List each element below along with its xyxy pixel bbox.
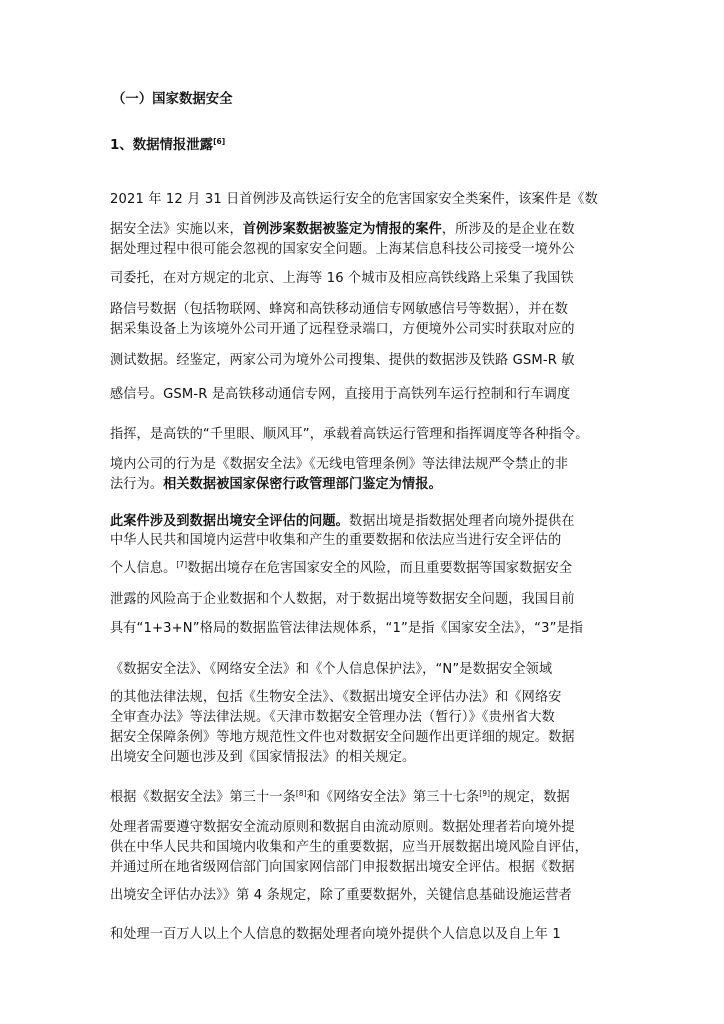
text-run: 法行为。	[110, 477, 164, 492]
text-line: 供在中华人民共和国境内收集和产生的重要数据，应当开展数据出境风险自评估，	[110, 840, 588, 855]
section-heading: （一）国家数据安全	[112, 92, 233, 107]
bold-text: 此案件涉及到数据出境安全评估的问题。	[110, 514, 349, 529]
text-line: 指挥，是高铁的“千里眼、顺风耳”，承载着高铁运行管理和指挥调度等各种指令。	[110, 427, 589, 442]
text-line: 的其他法律法规，包括《生物安全法》、《数据出境安全评估办法》和《网络安	[110, 690, 562, 705]
text-line: 感信号。GSM-R 是高铁移动通信专网，直接用于高铁列车运行控制和行车调度	[110, 387, 571, 402]
text-line	[110, 788, 610, 808]
bold-text: 首例涉案数据被鉴定为情报的案件	[242, 222, 442, 237]
text-line: 出境安全评估办法》》第 4 条规定，除了重要数据外，关键信息基础设施运营者	[110, 888, 572, 903]
text-line: 据安全保障条例》等地方规范性文件也对数据安全问题作出更详细的规定。数据	[110, 730, 575, 745]
text-line: 《数据安全法》、《网络安全法》和《个人信息保护法》，“N”是数据安全领域	[110, 662, 553, 677]
text-line: 具有“1+3+N”格局的数据监管法律法规体系，“1”是指《国家安全法》，“3”是指	[110, 621, 584, 636]
text-line: 测试数据。经鉴定，两家公司为境外公司搜集、提供的数据涉及铁路 GSM-R 敏	[110, 353, 575, 368]
text-run: 个人信息。	[110, 561, 177, 576]
text-line: 泄露的风险高于企业数据和个人数据，对于数据出境等数据安全问题，我国目前	[110, 592, 575, 607]
footnote-ref: [9]	[479, 789, 491, 798]
footnote-ref: [8]	[295, 789, 307, 798]
text-line	[110, 220, 610, 240]
text-run: 根据《数据安全法》第三十一条	[110, 790, 296, 805]
text-line: 境内公司的行为是《数据安全法》《无线电管理条例》等法律法规严令禁止的非	[110, 457, 569, 472]
text-line: 中华人民共和国境内运营中收集和产生的重要数据和依法应当进行安全评估的	[110, 533, 562, 548]
text-line: 据采集设备上为该境外公司开通了远程登录端口，方便境外公司实时获取对应的	[110, 322, 575, 337]
subheading-text: 1、数据情报泄露	[110, 138, 214, 153]
text-run: ，所涉及的是企业在数	[441, 222, 575, 237]
footnote-ref: [6]	[213, 137, 226, 146]
text-run: 和《网络安全法》第三十七条	[306, 790, 480, 805]
text-line: 据处理过程中很可能会忽视的国家安全问题。上海某信息科技公司接受一境外公	[110, 242, 575, 257]
text-line: 路信号数据（包括物联网、蜂窝和高铁移动通信专网敏感信号等数据），并在数	[110, 302, 569, 317]
text-line: 全审查办法》等法律法规。《天津市数据安全管理办法（暂行）》《贵州省大数	[110, 710, 555, 725]
text-line: 并通过所在地省级网信部门向国家网信部门申报数据出境安全评估。根据《数据	[110, 860, 575, 875]
text-run: 数据出境存在危害国家安全的风险，而且重要数据等国家数据安全	[187, 561, 573, 576]
text-line	[110, 559, 610, 579]
text-line: 处理者需要遵守数据安全流动原则和数据自由流动原则。数据处理者若向境外提	[110, 820, 575, 835]
bold-text: 相关数据被国家保密行政管理部门鉴定为情报。	[163, 477, 442, 492]
text-line: 司委托，在对方规定的北京、上海等 16 个城市及相应高铁线路上采集了我国铁	[110, 271, 574, 286]
footnote-ref: [7]	[176, 560, 188, 569]
text-run: 数据出境是指数据处理者向境外提供在	[348, 514, 575, 529]
text-line: 出境安全问题也涉及到《国家情报法》的相关规定。	[110, 750, 416, 765]
text-line	[110, 512, 610, 532]
text-run: 据安全法》实施以来，	[110, 222, 243, 237]
text-line: 和处理一百万人以上个人信息的数据处理者向境外提供个人信息以及自上年 1	[110, 927, 561, 942]
text-run: 的规定，数据	[490, 790, 570, 805]
text-line	[110, 475, 610, 495]
subheading	[110, 136, 225, 156]
text-line: 2021 年 12 月 31 日首例涉及高铁运行安全的危害国家安全类案件，该案件是《数	[110, 192, 598, 207]
